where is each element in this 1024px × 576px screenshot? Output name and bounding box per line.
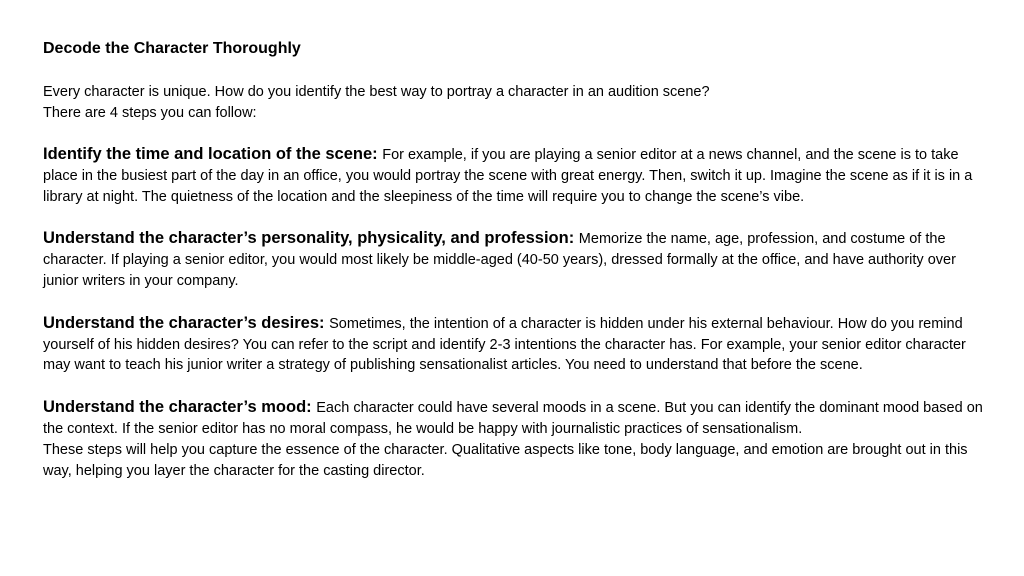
slide-content — [43, 38, 983, 481]
step-desires — [43, 313, 983, 376]
step-personality — [43, 228, 983, 291]
intro-line: Every character is unique. How do you identify the best way to portray a character in an audition scene? — [43, 84, 710, 100]
step-title: Understand the character’s personality, physicality, and profession: — [43, 229, 579, 248]
page-title: Decode the Character Thoroughly — [43, 40, 301, 57]
step-time-location — [43, 144, 983, 207]
step-title: Identify the time and location of the scene: — [43, 145, 383, 163]
step-body: Each character could have several moods in a scene. But you can identify the dominant mood based on the context. If the senior editor has no moral compass, he would be happy with journalistic practices of sensationalism. — [43, 400, 983, 437]
step-body: Sometimes, the intention of a character is hidden under his external behaviour. How do you remind yourself of his hidden desires? You can refer to the script and identify 2-3 intentions the character has. For example, your senior editor character may want to teach his junior writer a strategy of publishing sensationalist articles. You need to understand that before the scene. — [43, 315, 966, 374]
intro-line: There are 4 steps you can follow: — [43, 104, 257, 121]
step-title: Understand the character’s mood: — [43, 398, 317, 417]
intro-paragraph — [43, 82, 983, 123]
step-body: For example, if you are playing a senior editor at a news channel, and the scene is to take place in the busiest part of the day in an office, you would portray the scene with great energy. Then, switch it up. Imagine the scene as if it is in a library at night. The quietness of the location and the sleepiness of the time will require you to change the scene’s vibe. — [43, 147, 973, 205]
step-body: Memorize the name, age, profession, and costume of the character. If playing a senior editor, you would most likely be middle-aged (40-50 years), dressed formally at the office, and have authority over junior writers in your company. — [43, 231, 956, 289]
step-mood — [43, 397, 983, 440]
step-title: Understand the character’s desires: — [43, 313, 330, 332]
closing-paragraph: These steps will help you capture the essence of the character. Qualitative aspects like tone, body language, and emotion are brought out in this way, helping you layer the character for the casting director. — [43, 441, 968, 479]
